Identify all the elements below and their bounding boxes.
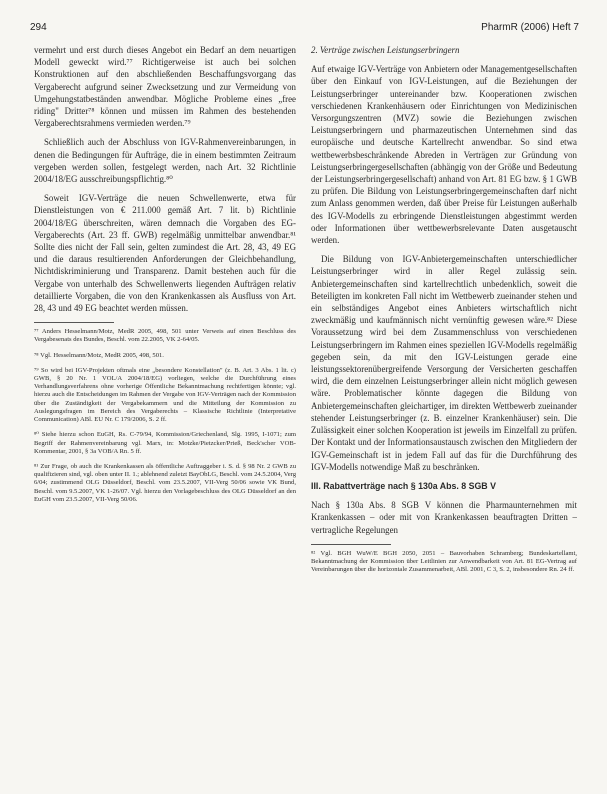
footnote-divider — [34, 322, 114, 323]
footnote: ⁸⁰ Siehe hierzu schon EuGH, Rs. C-79/94, Kommission/Griechenland, Slg. 1995, I-1071; zum Begriff der Rahmenvereinbarung vgl. Marx, in: Motzke/Pietzcker/Prieß, Beck'scher VOB-Kommentar, 2001, § 3a VOB/A Rn. 5 ff. — [34, 431, 296, 455]
page-number: 294 — [30, 22, 47, 33]
body-paragraph: vermehrt und erst durch dieses Angebot ein Bedarf an dem neuartigen Modell geweckt wird.⁷⁷ Richtigerweise ist auch bei solchen Konstruktionen auf den abschließenden Beschaffungsvorgang das Vergaberecht aufgrund seiner Zwecksetzung und zur Vermeidung von Umgehungstatbeständen anwendbar. Mögliche Probleme eines „free riding" Dritter⁷⁸ können und müssen im Rahmen des bestehenden Vergaberechtsrahmens vermieden werden.⁷⁹ — [34, 45, 296, 129]
footnote-divider — [311, 544, 391, 545]
left-column — [34, 44, 296, 511]
footnote: ⁷⁸ Vgl. Hesselmann/Motz, MedR 2005, 498, 501. — [34, 351, 164, 359]
right-column — [311, 44, 577, 581]
body-paragraph: Schließlich auch der Abschluss von IGV-Rahmenvereinbarungen, in denen die Bedingungen für Aufträge, die in einem bestimmten Zeitraum vergeben werden sollen, festgelegt werden, nach Art. 32 Richtlinie 2004/18/EG ausschreibungspflichtig.⁸⁰ — [34, 137, 296, 185]
body-paragraph: Die Bildung von IGV-Anbietergemeinschaften unterschiedlicher Leistungserbringer wird in aller Regel zulässig sein. Anbietergemeinschaften sind kartellrechtlich unbedenklich, soweit die Beteiligten im konkreten Fall nicht im Wettbewerb zueinander stehen und ein selbständiges Angebot eines Anbieters wirtschaftlich nicht zweckmäßig und kaufmännisch nicht vernünftig gewesen wäre.⁸² Diese Voraussetzung wird bei dem Zusammenschluss von verschiedenen Leistungserbringern im Rahmen eines speziellen IGV-Modells regelmäßig gegeben sein, da mit den IGV-Leistungen gerade eine leistungssektorenübergreifende Versorgung der Versicherten geschaffen wird, die dem einzelnen Leistungserbringer allein nicht möglich gewesen wäre. Problematischer könnte dagegen die Bildung von Anbietergemeinschaften gleichartiger, im direkten Wettbewerb zueinander stehender Leistungserbringer (z. B. einzelner Krankenhäuser) sein. Die Zulässigkeit einer solchen Kooperation ist jeweils im Einzelfall zu prüfen. Der Kontakt und der Informationsaustausch zwischen den Mitgliedern der IGV-Gemeinschaft ist in jedem Fall auf das für die Durchführung des IGV-Modells notwendige Maß zu beschränken. — [311, 254, 577, 472]
page-header — [30, 22, 579, 38]
footnote: ⁸² Vgl. BGH WuW/E BGH 2050, 2051 – Bauvorhaben Schramberg; Bundeskartellamt, Bekanntmachung der Kommission über Leitlinien zur Anwendbarkeit von Art. 81 EG-Vertrag auf Vereinbarungen über die horizontale Zusammenarbeit, ABl. 2001, C 3, S. 2, insbesondere Rn. 24 ff. — [311, 549, 577, 574]
body-paragraph: Auf etwaige IGV-Verträge von Anbietern oder Managementgesellschaften über den Einkauf von IGV-Leistungen, auf die Beziehungen der Leistungserbringer untereinander bzw. Kooperationen zwischen verschiedenen Krankenhäusern oder Einrichtungen von Medizinischen Versorgungszentren (MVZ) sowie die Beziehungen zwischen Leistungserbringern und pharmazeutischen Unternehmen sind das europäische und deutsche Kartellrecht anwendbar. So sind etwa wettbewerbsbeschränkende Abreden in Verträgen zur Gründung von Leistungserbringergesellschaften (abhängig von der Größe und Bedeutung der Leistungserbringergesellschaft) anhand von Art. 81 EG bzw. § 1 GWB zu prüfen. Die Bildung von Leistungserbringergemeinschaften darf nicht zum Anlass genommen werden, daß über Preise für Leistungen außerhalb des IGV-Modells zu erbringende Dienstleistungen abgestimmt werden oder Informationen über wettbewerbsrelevante Daten ausgetauscht werden. — [311, 64, 577, 246]
section-heading: 2. Verträge zwischen Leistungserbringern — [311, 45, 460, 55]
body-paragraph: Nach § 130a Abs. 8 SGB V können die Pharmaunternehmen mit Krankenkassen – oder mit von Krankenkassen beauftragten Dritten – vertragliche Regelungen — [311, 500, 577, 535]
body-paragraph: Soweit IGV-Verträge die neuen Schwellenwerte, etwa für Dienstleistungen von € 211.000 gemäß Art. 7 lit. b) Richtlinie 2004/18/EG überschreiten, wären demnach die Vorgaben des EG-Vergaberechts (Art. 23 ff. GWB) regelmäßig unmittelbar anwendbar.⁸¹ Sollte dies nicht der Fall sein, gelten zumindest die Art. 28, 43, 49 EG und die daraus resultierenden Anforderungen der Gleichbehandlung, Nichtdiskriminierung und Transparenz. Damit bestehen auch für die Vergabe von unterhalb des Schwellenwerts liegenden Aufträgen relativ detaillierte Vorgaben, die von den Krankenkassen als Ausfluss von Art. 28, 43 und 49 EG beachtet werden müssen. — [34, 193, 296, 314]
footnote: ⁷⁷ Anders Hesselmann/Motz, MedR 2005, 498, 501 unter Verweis auf einen Beschluss des Vergabesenats des Bundes, Beschl. vom 22.2005, VK 2-64/05. — [34, 328, 296, 344]
section-heading: III. Rabattverträge nach § 130a Abs. 8 SGB V — [311, 480, 496, 491]
footnote: ⁷⁹ So wird bei IGV-Projekten oftmals eine „besondere Konstellation" (z. B. Art. 3 Abs. 1 lit. c) GWB, § 20 Nr. 1 VOL/A 2004/18/EG) vorliegen, welche die Durchführung eines Verhandlungsverfahrens ohne vorherige Öffentliche Bekanntmachung rechtfertigen könnte; vgl. hierzu auch die Entscheidungen im Rahmen der Vergabe von IGV-Verträgen nach der Kommission über die Zuständigkeit der Vergabekammern und die Mitteilung der Kommission zu Auslegungsfragen im Bereich des Vergaberechts – Klassische Richtlinie (Interpretative Communication) ABl. EU Nr. C 179/2006, S. 2 ff. — [34, 366, 296, 424]
footnote: ⁸¹ Zur Frage, ob auch die Krankenkassen als öffentliche Auftraggeber i. S. d. § 98 Nr. 2 GWB zu qualifizieren sind, vgl. oben unter II. 1.; ablehnend zuletzt BayObLG, Beschl. vom 24.5.2004, Verg 6/04; zustimmend OLG Düsseldorf, Beschl. vom 23.5.2007, VII-Verg 50/06 sowie VK Bund, Beschl. vom 9.5.2007, VK 1-26/07. Vgl. hierzu den Vorlagebeschluss des OLG Düsseldorf an den EuGH vom 23.5.2007, VII-Verg 50/06. — [34, 462, 296, 503]
journal-title: PharmR (2006) Heft 7 — [481, 22, 579, 33]
